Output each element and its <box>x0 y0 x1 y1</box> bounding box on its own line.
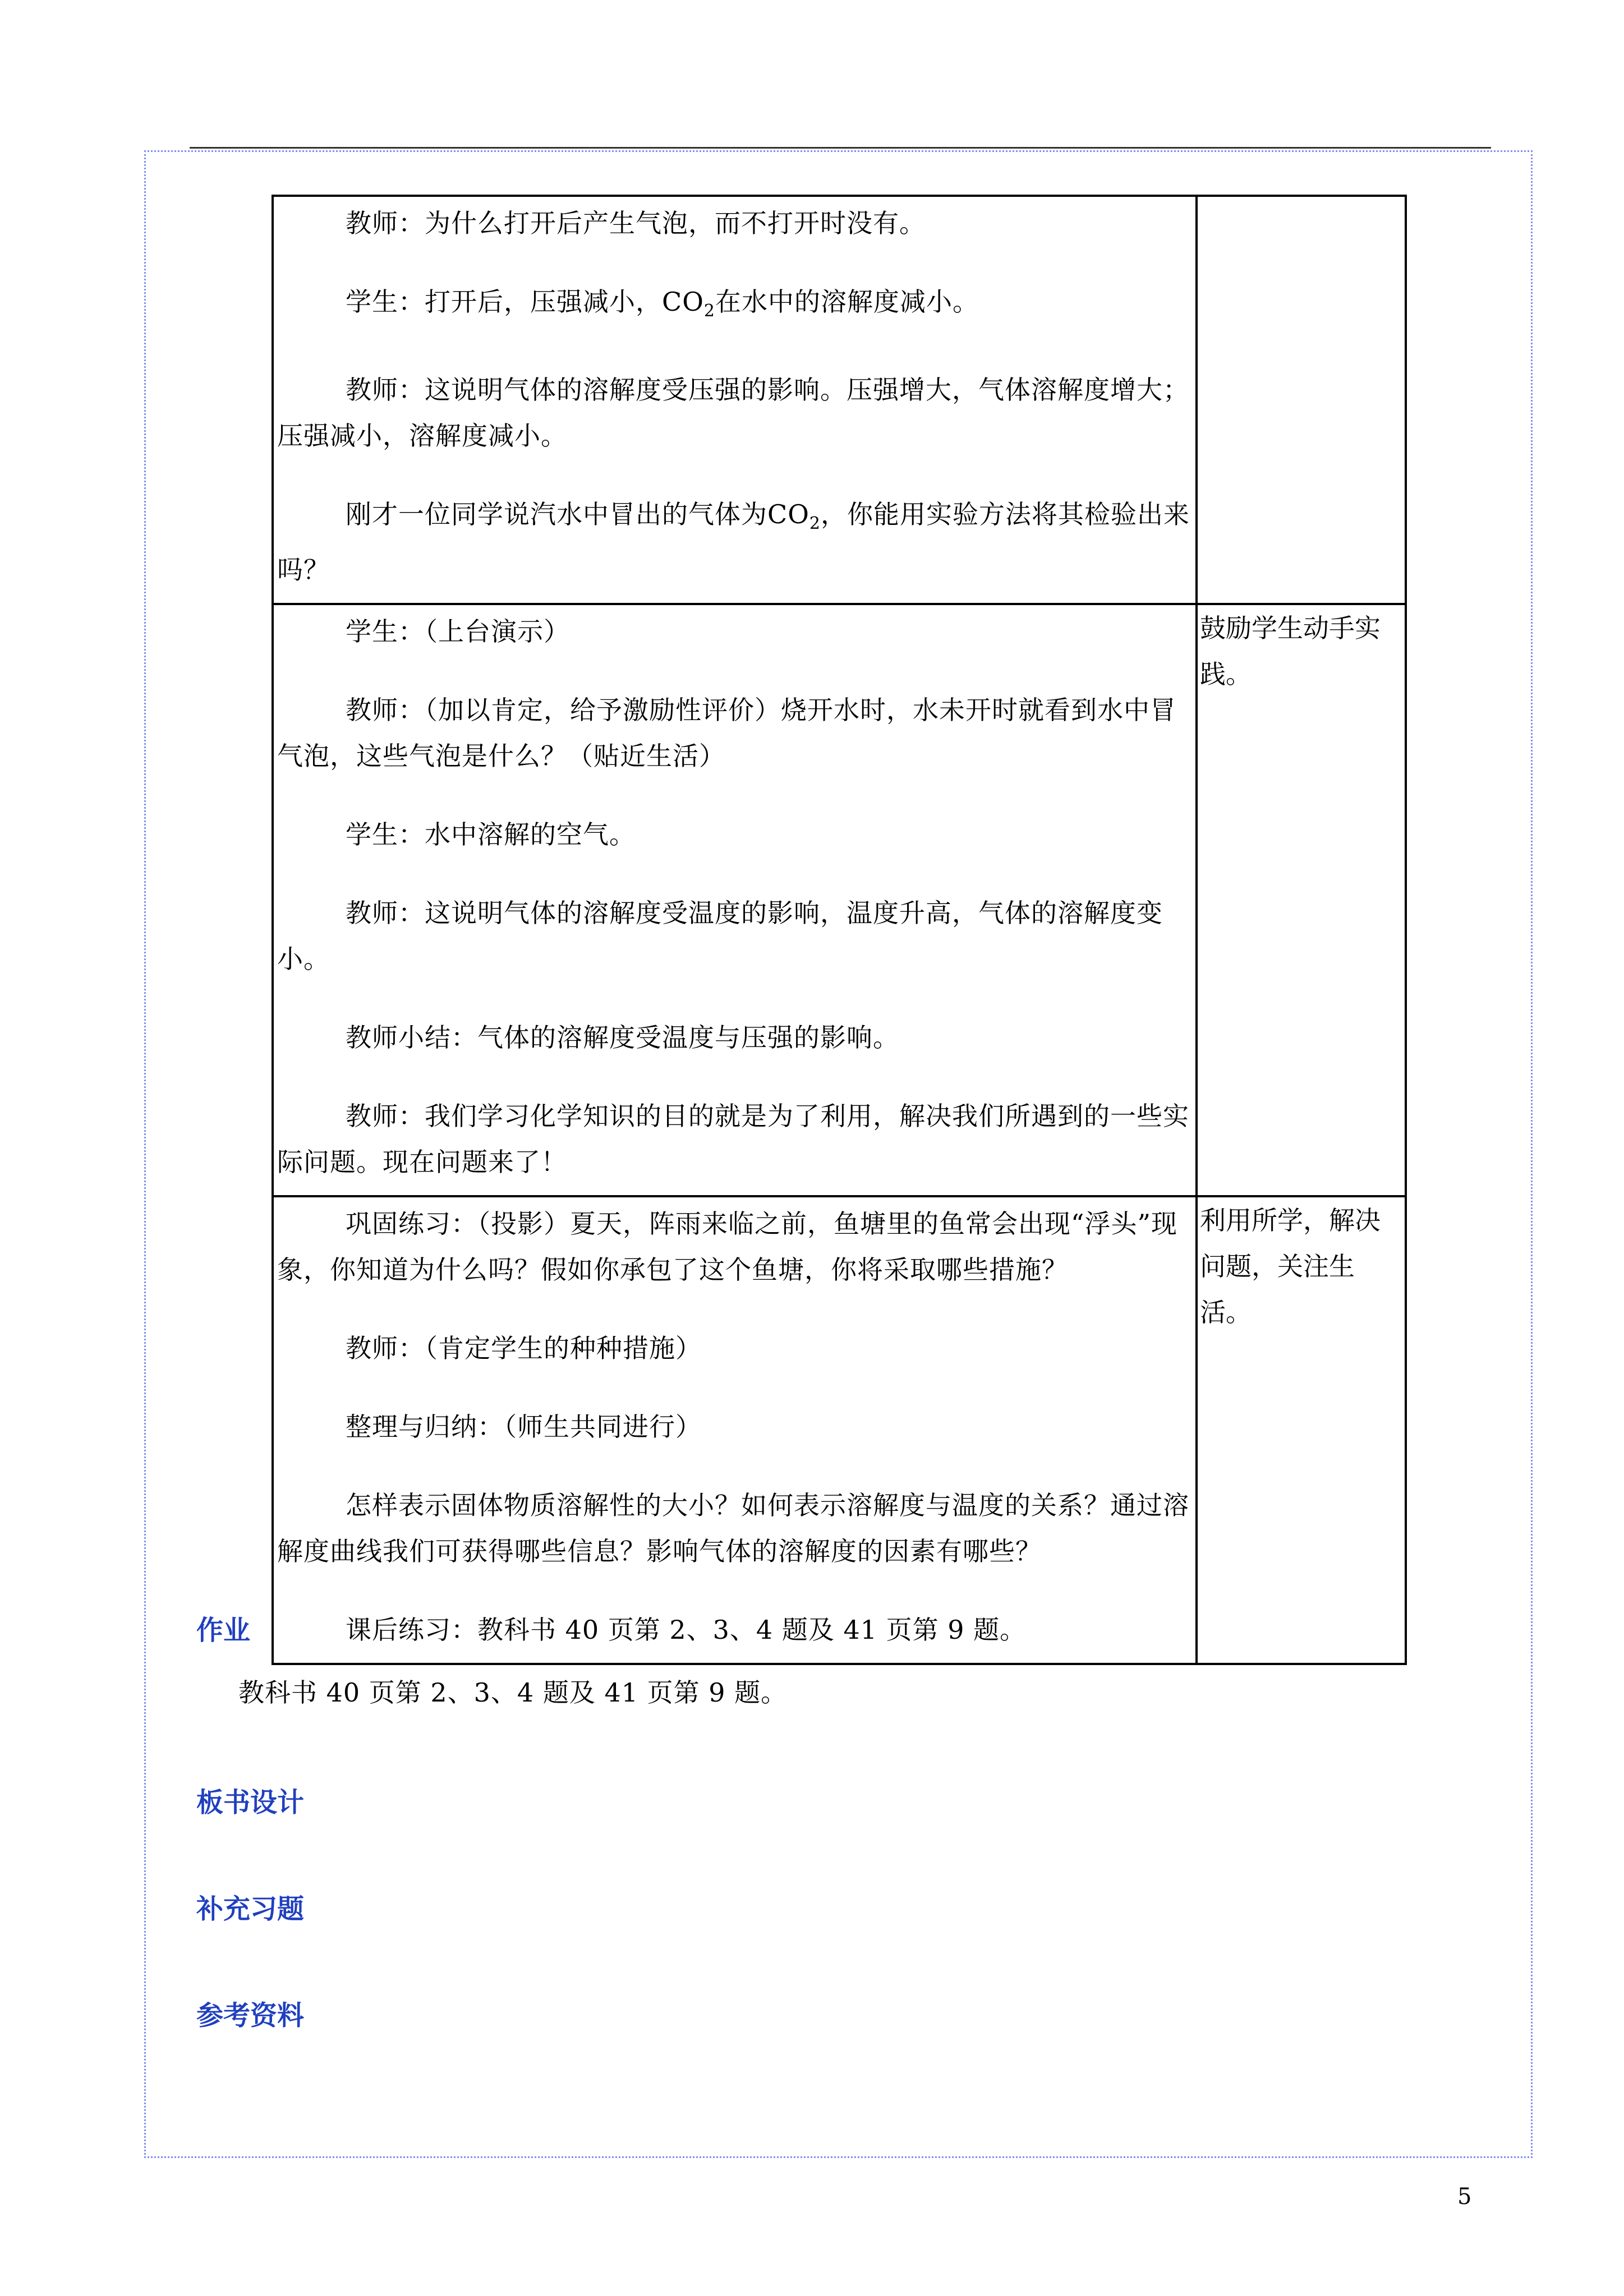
note-cell <box>1197 1196 1406 1664</box>
extra-exercises-heading: 补充习题 <box>196 1893 305 1925</box>
table-row <box>273 1196 1406 1664</box>
paragraph-text: 教师：（肯定学生的种种措施） <box>346 1333 702 1364</box>
page-number: 5 <box>1457 2184 1472 2210</box>
table-row <box>273 604 1406 1196</box>
paragraph <box>277 1607 1194 1653</box>
paragraph-text: 教师：这说明气体的溶解度受温度的影响，温度升高，气体的溶解度变小。 <box>277 898 1163 975</box>
paragraph-text: 在水中的溶解度减小。 <box>715 287 979 317</box>
homework-text: 教科书 40 页第 2、3、4 题及 41 页第 9 题。 <box>238 1677 788 1708</box>
note-text: 鼓励学生动手实践。 <box>1200 613 1381 690</box>
paragraph <box>277 608 1194 654</box>
paragraph <box>277 200 1194 246</box>
paragraph-text: 课后练习：教科书 40 页第 2、3、4 题及 41 页第 9 题。 <box>346 1615 1027 1645</box>
lesson-table <box>272 195 1407 1665</box>
paragraph-text: 学生：（上台演示） <box>346 616 570 647</box>
chemical-formula: CO <box>767 499 809 530</box>
paragraph <box>277 1093 1194 1185</box>
main-cell <box>273 196 1197 604</box>
main-cell <box>273 604 1197 1196</box>
paragraph <box>277 1482 1194 1574</box>
header-rule <box>190 147 1491 149</box>
paragraph <box>277 890 1194 982</box>
paragraph-text: 学生：打开后，压强减小， <box>346 287 662 317</box>
reference-heading: 参考资料 <box>196 2000 305 2031</box>
note-text: 利用所学，解决问题，关注生活。 <box>1200 1205 1381 1328</box>
paragraph-text: 教师：我们学习化学知识的目的就是为了利用，解决我们所遇到的一些实际问题。现在问题来了！ <box>277 1101 1189 1178</box>
board-design-heading: 板书设计 <box>196 1787 305 1818</box>
formula-subscript: 2 <box>703 301 716 321</box>
paragraph-text: 教师小结：气体的溶解度受温度与压强的影响。 <box>346 1022 899 1053</box>
table-row <box>273 196 1406 604</box>
paragraph-text: 教师：（加以肯定，给予激励性评价）烧开水时，水未开时就看到水中冒气泡，这些气泡是什么？（贴近生活） <box>277 695 1176 772</box>
paragraph-text: 怎样表示固体物质溶解性的大小？如何表示溶解度与温度的关系？通过溶解度曲线我们可获得哪些信息？影响气体的溶解度的因素有哪些？ <box>277 1490 1189 1567</box>
paragraph-text: 教师：为什么打开后产生气泡，而不打开时没有。 <box>346 208 926 238</box>
paragraph-text: 学生：水中溶解的空气。 <box>346 819 636 850</box>
paragraph <box>277 367 1194 459</box>
paragraph <box>277 491 1194 593</box>
note-cell <box>1197 604 1406 1196</box>
paragraph <box>277 687 1194 779</box>
homework-heading: 作业 <box>196 1615 251 1646</box>
paragraph-text: 刚才一位同学说汽水中冒出的气体为 <box>346 499 767 530</box>
paragraph <box>277 1404 1194 1450</box>
formula-subscript: 2 <box>809 514 821 534</box>
paragraph <box>277 1015 1194 1061</box>
paragraph-text: 整理与归纳：（师生共同进行） <box>346 1412 702 1442</box>
paragraph <box>277 1325 1194 1371</box>
paragraph <box>277 279 1194 334</box>
paragraph-text: 巩固练习：（投影）夏天，阵雨来临之前，鱼塘里的鱼常会出现“浮头”现象，你知道为什么吗？假如你承包了这个鱼塘，你将采取哪些措施？ <box>277 1209 1178 1285</box>
note-cell <box>1197 196 1406 604</box>
paragraph <box>277 812 1194 857</box>
paragraph-text: ，你能用实验方法将其检验出来吗？ <box>277 499 1190 585</box>
main-cell <box>273 1196 1197 1664</box>
paragraph <box>277 1201 1194 1293</box>
paragraph-text: 教师：这说明气体的溶解度受压强的影响。压强增大，气体溶解度增大；压强减小，溶解度减小。 <box>277 375 1189 451</box>
chemical-formula: CO <box>662 287 704 317</box>
